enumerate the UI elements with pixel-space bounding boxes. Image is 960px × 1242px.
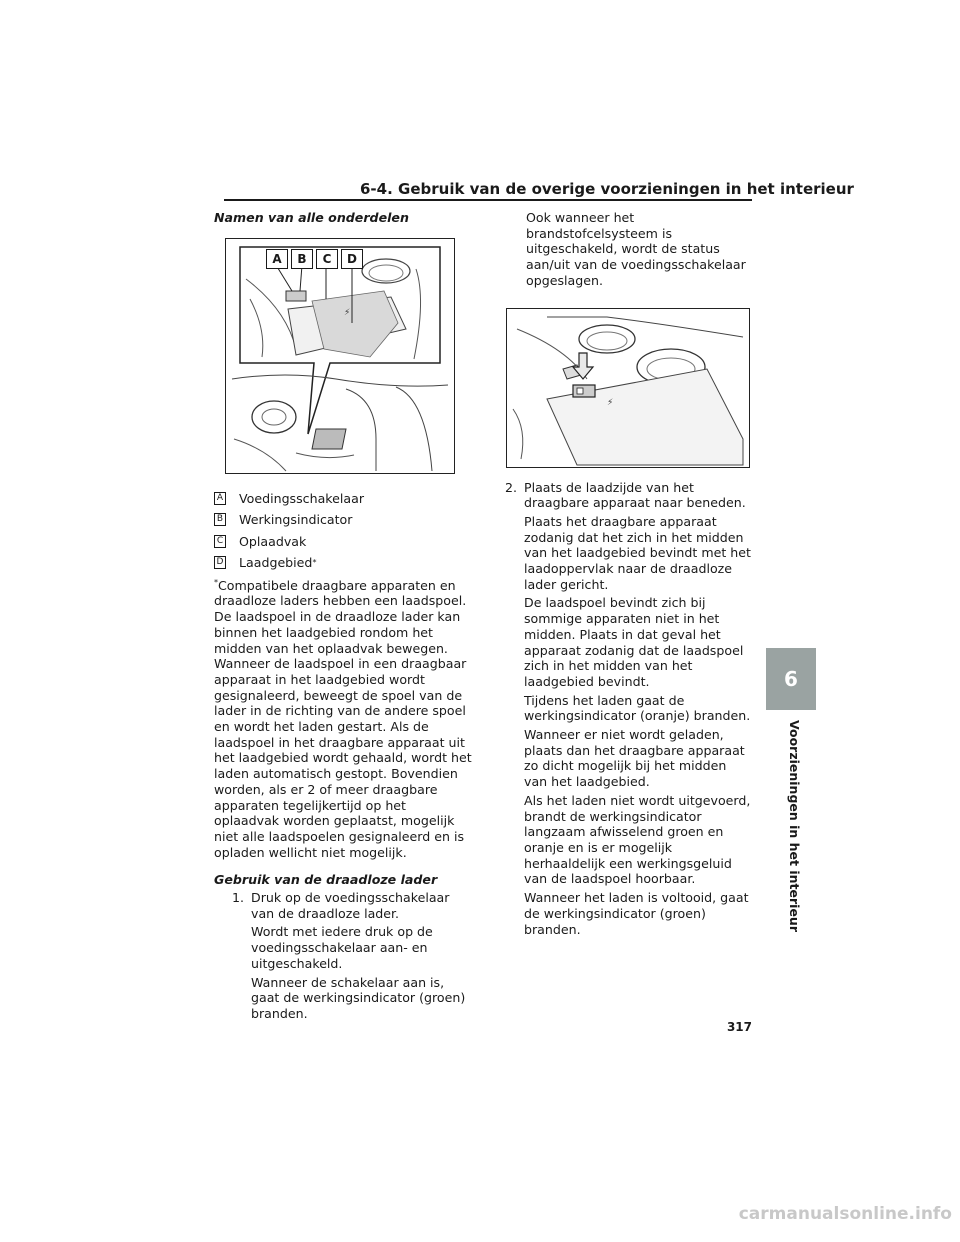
legend-letter: A — [214, 492, 226, 505]
parts-legend — [214, 488, 472, 574]
section-title-usage: Gebruik van de draadloze lader — [214, 872, 438, 888]
legend-item-a — [214, 488, 472, 510]
chapter-tab: 6 — [766, 648, 816, 710]
right-column — [505, 210, 753, 940]
figure-charger-parts — [225, 238, 455, 474]
step-number: 2. — [505, 479, 518, 495]
left-column — [214, 210, 472, 1025]
figure-charger-switch — [506, 308, 750, 468]
svg-text:⚡: ⚡ — [607, 397, 614, 408]
step-para: Wanneer de schakelaar aan is, gaat de werkingsindicator (groen) branden. — [251, 974, 466, 1021]
legend-text: Voedingsschakelaar — [239, 490, 365, 506]
step-para: Wanneer er niet wordt geladen, plaats dan het draagbare apparaat zo dicht mogelijk bij het midden van het laadgebied. — [524, 727, 745, 790]
step-text: Druk op de voedingsschakelaar van de draadloze lader. — [251, 890, 450, 921]
step-text: Plaats de laadzijde van het draagbare apparaat naar beneden. — [524, 479, 746, 511]
step-para: Tijdens het laden gaat de werkingsindicator (oranje) branden. — [524, 692, 751, 724]
section-header-title: 6-4. Gebruik van de overige voorzieningen in het interieur — [360, 180, 854, 198]
step-para: De laadspoel bevindt zich bij sommige apparaten niet in het midden. Plaats in dat geval het apparaat zodanig dat de laadspoel zich in het midden van het laadgebied bevindt. — [524, 595, 744, 689]
step-para: Plaats het draagbare apparaat zodanig dat het zich in het midden van het laadgebied bevindt met het laadoppervlak naar de draadloze lader gericht. — [524, 513, 751, 592]
legend-text: Werkingsindicator — [239, 512, 353, 528]
legend-letter: D — [214, 556, 226, 569]
chapter-tab-label: Voorzieningen in het interieur — [787, 720, 802, 932]
footnote-text: Compatibele draagbare apparaten en draadloze laders hebben een laadspoel. De laadspoel in de draadloze lader kan binnen het laadgebied rondom het midden van het oplaadvak bewegen. Wanneer de laadspoel in een draagbaar apparaat in het laadgebied wordt gesignaleerd, beweegt de spoel van de lader in de richting van de andere spoel en wordt het laden gestart. Als de laadspoel in het draagbare apparaat uit het laadgebied wordt gehaald, wordt het laden automatisch gestopt. Bovendien worden, als er 2 of meer draagbare apparaten tegelijkertijd op het oplaadvak worden geplaatst, mogelijk niet alle laadspoelen gesignaleerd en is opladen wellicht niet mogelijk. — [214, 577, 472, 860]
charger-parts-illustration — [226, 239, 454, 473]
intro-paragraph: Ook wanneer het brandstofcelsysteem is uitgeschakeld, wordt de status aan/uit van de voedingsschakelaar opgeslagen. — [526, 210, 746, 288]
header-rule — [224, 199, 752, 201]
step-para: Als het laden niet wordt uitgevoerd, brandt de werkingsindicator langzaam afwisselend groen en oranje en is er mogelijk herhaaldelijk een werkingsgeluid van de laadspoel hoorbaar. — [524, 792, 751, 887]
legend-letter: C — [214, 535, 226, 548]
figure-label-a: A — [266, 249, 288, 269]
legend-text: Laadgebied — [239, 555, 313, 571]
step-para: Wanneer het laden is voltooid, gaat de werkingsindicator (groen) branden. — [524, 890, 749, 937]
step-2 — [505, 480, 753, 941]
step-1 — [214, 890, 472, 1025]
watermark: carmanualsonline.info — [738, 1204, 952, 1224]
step-number: 1. — [232, 890, 245, 906]
legend-letter: B — [214, 513, 226, 526]
figure-label-d: D — [341, 249, 363, 269]
page-number: 317 — [726, 1020, 752, 1034]
footnote — [214, 578, 472, 861]
section-title-parts: Namen van alle onderdelen — [214, 210, 409, 225]
figure-label-c: C — [316, 249, 338, 269]
legend-item-c — [214, 531, 472, 553]
step-body — [524, 480, 753, 941]
charger-switch-illustration — [507, 309, 749, 467]
step-para: Wordt met iedere druk op de voedingsschakelaar aan- en uitgeschakeld. — [251, 924, 433, 971]
legend-item-b — [214, 509, 472, 531]
step-body — [251, 890, 472, 1025]
legend-item-d: D Laadgebied * — [214, 552, 472, 574]
footnote-marker: * — [214, 577, 218, 587]
figure-label-b: B — [291, 249, 313, 269]
legend-text: Oplaadvak — [239, 533, 307, 549]
svg-text:⚡: ⚡ — [344, 307, 351, 318]
